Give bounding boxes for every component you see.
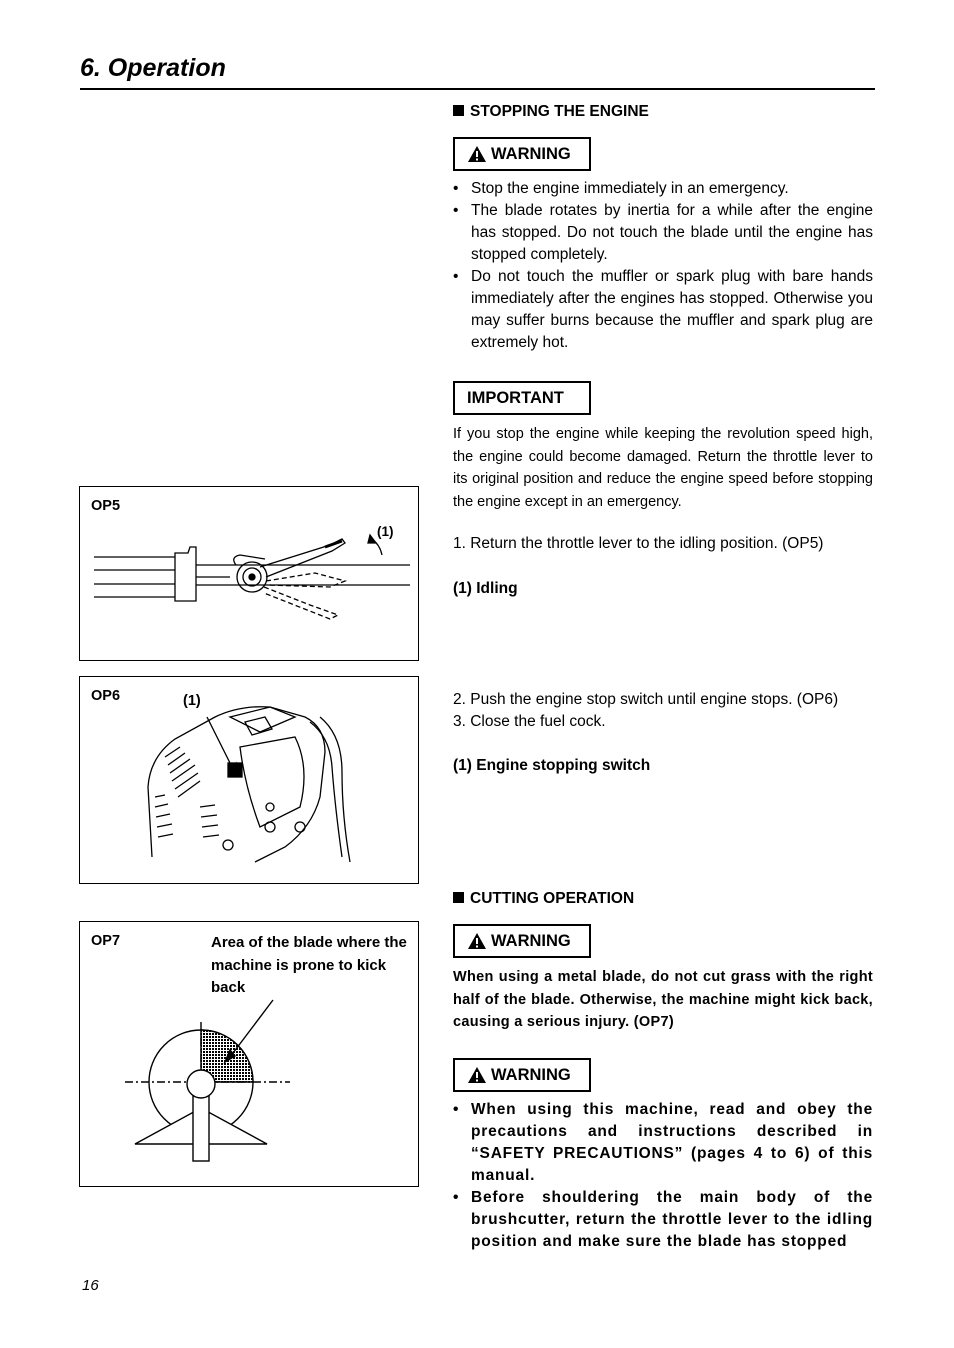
figure-label: OP5	[91, 498, 121, 514]
warning-box-3	[453, 1058, 591, 1092]
important-text: If you stop the engine while keeping the revolution speed high, the engine could become damaged. Return the throttle lever to its original position and reduce the engine speed before stopping the engine except in an emergency.	[453, 426, 873, 510]
page-number: 16	[82, 1277, 99, 1294]
list-item: • When using this machine, read and obey the precautions and instructions described in “SAFETY PRECAUTIONS” (pages 4 to 6) of this manual.	[453, 1099, 873, 1187]
step-3: 3. Close the fuel cock.	[453, 713, 606, 730]
important-label: IMPORTANT	[467, 388, 564, 407]
warning-triangle-icon	[467, 145, 487, 163]
list-item: • Stop the engine immediately in an emergency.	[453, 178, 873, 200]
figure-callout: (1)	[183, 693, 201, 709]
stopping-warning-list	[453, 178, 873, 354]
step-1: 1. Return the throttle lever to the idling position. (OP5)	[453, 535, 824, 552]
step-2: 2. Push the engine stop switch until engine stops. (OP6)	[453, 691, 839, 708]
step-2-3-caption: (1) Engine stopping switch	[453, 757, 651, 774]
warning-triangle-icon	[467, 1066, 487, 1084]
warning-box-1	[453, 137, 591, 171]
cutting-heading-text: CUTTING OPERATION	[470, 890, 635, 907]
list-item: • Before shouldering the main body of the brushcutter, return the throttle lever to the idling position and make sure the blade has stopped	[453, 1187, 873, 1253]
title-rule	[80, 88, 875, 90]
step-1-caption: (1) Idling	[453, 580, 518, 597]
blade-kickback-illustration	[80, 922, 418, 1186]
warning-label: WARNING	[491, 931, 571, 950]
warning-triangle-icon	[467, 932, 487, 950]
list-item: • The blade rotates by inertia for a while after the engine has stopped. Do not touch the blade until the engine has stopped completely.	[453, 200, 873, 266]
black-square-icon	[453, 892, 464, 903]
list-item: • Do not touch the muffler or spark plug with bare hands immediately after the engines has stopped. Otherwise you may suffer burns because the muffler and spark plug are extremely hot.	[453, 266, 873, 354]
warning-label: WARNING	[491, 144, 571, 163]
cutting-warning-text: When using a metal blade, do not cut grass with the right half of the blade. Otherwise, the machine might kick back, causing a serious injury. (OP7)	[453, 969, 873, 1030]
engine-illustration	[80, 677, 418, 883]
figure-op5	[79, 486, 419, 661]
stopping-heading-text: STOPPING THE ENGINE	[470, 103, 649, 120]
figure-label: OP6	[91, 688, 121, 704]
section-title: 6. Operation	[80, 54, 226, 82]
figure-label: OP7	[91, 933, 121, 949]
cutting-warning-list	[453, 1099, 873, 1253]
figure-op7	[79, 921, 419, 1187]
important-box	[453, 381, 591, 415]
figure-op6	[79, 676, 419, 884]
figure-callout: (1)	[377, 524, 394, 539]
warning-label: WARNING	[491, 1065, 571, 1084]
black-square-icon	[453, 105, 464, 116]
figure-caption: Area of the blade where the machine is prone to kick back	[211, 934, 407, 996]
stopping-heading	[453, 103, 649, 121]
throttle-lever-illustration	[80, 487, 418, 660]
warning-box-2	[453, 924, 591, 958]
cutting-heading	[453, 890, 634, 908]
